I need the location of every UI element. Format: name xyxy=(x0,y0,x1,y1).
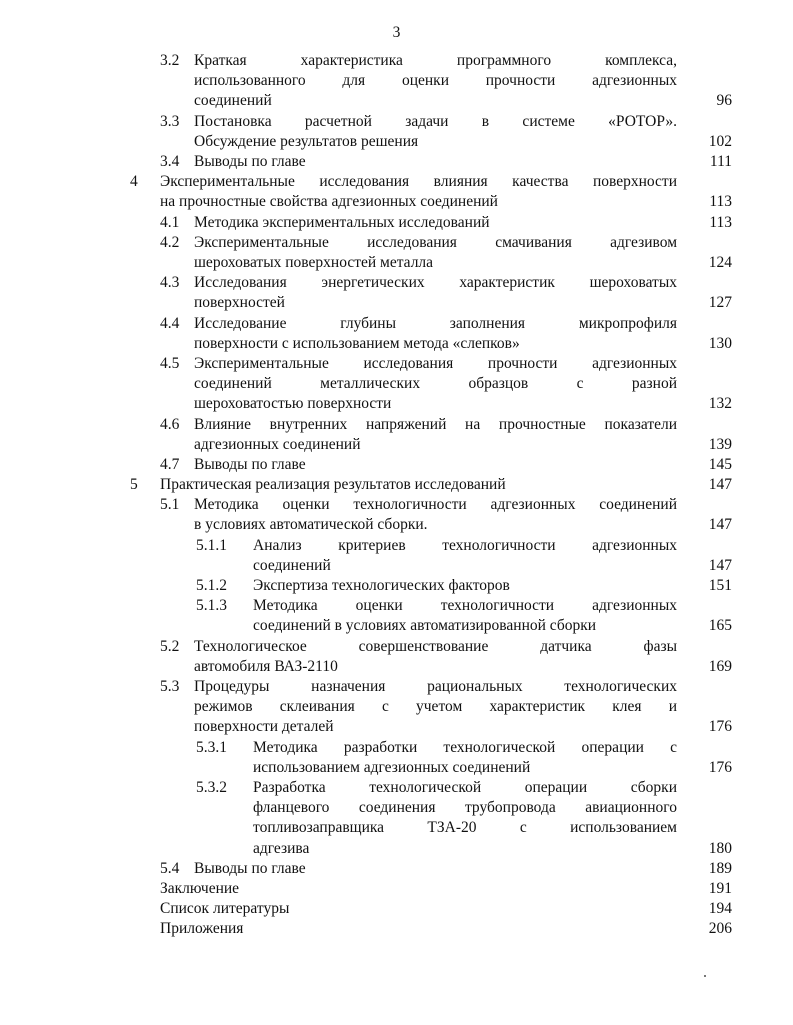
toc-entry xyxy=(0,213,793,233)
toc-entry-title xyxy=(194,455,677,475)
toc-entry-number: 5.3.2 xyxy=(196,779,227,797)
toc-entry-number: 4.2 xyxy=(160,233,180,251)
toc-entry-number: 5.1.2 xyxy=(196,577,227,595)
toc-entry-number: 4.6 xyxy=(160,415,180,433)
toc-entry-page: 130 xyxy=(708,334,732,352)
toc-entry-title-line: Экспериментальные исследования влияния качества поверхности xyxy=(160,173,677,191)
toc-entry-page: 145 xyxy=(708,455,732,473)
toc-entry-number: 5.4 xyxy=(160,859,180,877)
toc-entry-title-line: Обсуждение результатов решения xyxy=(194,132,419,150)
toc-entry-title-line: Влияние внутренних напряжений на прочностные показатели xyxy=(194,415,677,433)
toc-entry-title-line: Заключение xyxy=(160,880,240,897)
toc-entry-number: 4.5 xyxy=(160,354,180,372)
toc-entry-number: 4.3 xyxy=(160,274,180,292)
toc-entry-title xyxy=(194,152,677,172)
toc-entry-title xyxy=(160,899,677,919)
toc-entry-page: 189 xyxy=(708,859,732,877)
toc-entry xyxy=(0,172,793,212)
toc-entry-title-line: Выводы по главе xyxy=(194,859,306,877)
toc-entry-title-line: соединений xyxy=(194,92,272,110)
toc-entry-page: 113 xyxy=(709,213,732,231)
toc-entry-title-line: Исследования энергетических характеристик шероховатых xyxy=(194,274,677,292)
toc-entry-title-line: Исследование глубины заполнения микропрофиля xyxy=(194,314,677,332)
toc-entry-page: 169 xyxy=(708,657,732,675)
toc-entry-title-line: Список литературы xyxy=(160,900,290,918)
toc-entry-title-line: Экспериментальные исследования смачивания адгезивом xyxy=(194,233,677,251)
toc-entry-page: 96 xyxy=(716,92,732,110)
toc-entry-page: 176 xyxy=(708,718,732,736)
toc-entry-title xyxy=(194,495,677,535)
toc-entry-page: 191 xyxy=(708,880,732,897)
toc-entry-title-line: поверхности с использованием метода «слепков» xyxy=(194,334,520,352)
toc-entry-page: 132 xyxy=(708,395,732,413)
toc-entry-title-line: автомобиля ВАЗ-2110 xyxy=(194,657,338,675)
toc-entry-title xyxy=(194,637,677,677)
toc-entry-page: 111 xyxy=(709,152,732,170)
toc-entry-page: 147 xyxy=(708,476,732,494)
toc-entry-title-line: адгезионных соединений xyxy=(194,435,361,453)
toc-entry xyxy=(0,859,793,879)
toc-entry-title xyxy=(194,112,677,152)
toc-entry xyxy=(0,879,793,899)
toc-entry-title xyxy=(194,213,677,233)
toc-entry-number: 3.4 xyxy=(160,152,180,170)
toc-entry xyxy=(0,112,793,152)
toc-entry-number: 4.7 xyxy=(160,455,180,473)
toc-entry xyxy=(0,919,793,939)
toc-entry-title-line: Разработка технологической операции сборки xyxy=(253,779,677,797)
toc-entry-page: 124 xyxy=(708,253,732,271)
toc-entry-page: 113 xyxy=(709,193,732,211)
toc-entry xyxy=(0,152,793,172)
toc-entry-page: 127 xyxy=(708,294,732,312)
toc-entry xyxy=(0,536,793,576)
toc-entry-page: 180 xyxy=(708,839,732,857)
toc-entry-title-line: соединений xyxy=(253,556,331,574)
toc-entry-number: 3.2 xyxy=(160,52,180,69)
toc-entry-number: 5.1.3 xyxy=(196,597,227,615)
toc-entry-number: 5 xyxy=(130,476,138,494)
toc-entry xyxy=(0,415,793,455)
toc-entry-title xyxy=(160,919,677,939)
toc-entry-title-line: Экспериментальные исследования прочности адгезионных xyxy=(194,354,677,372)
toc-entry xyxy=(0,576,793,596)
toc-entry-title-line: адгезива xyxy=(253,839,310,857)
toc-entry-title xyxy=(160,172,677,212)
toc-entry-page: 194 xyxy=(708,900,732,918)
toc-entry-title xyxy=(194,233,677,273)
toc-entry xyxy=(0,738,793,778)
toc-entry-page: 151 xyxy=(708,577,732,595)
toc-entry-title-line: Процедуры назначения рациональных технологических xyxy=(194,678,677,696)
toc-entry xyxy=(0,233,793,273)
toc-entry xyxy=(0,455,793,475)
toc-entry-title-line: фланцевого соединения трубопровода авиационного xyxy=(253,799,677,817)
toc-entry-number: 5.1.1 xyxy=(196,536,227,554)
toc-entry-title xyxy=(253,576,677,596)
toc-entry-page: 139 xyxy=(708,435,732,453)
toc-entry-title-line: Выводы по главе xyxy=(194,455,306,473)
toc-entry xyxy=(0,475,793,495)
toc-entry-page: 165 xyxy=(708,617,732,635)
toc-entry xyxy=(0,51,793,112)
toc-entry-title-line: Методика экспериментальных исследований xyxy=(194,213,490,231)
toc-entry-title xyxy=(253,738,677,778)
toc-entry-title xyxy=(253,536,677,576)
toc-entry xyxy=(0,314,793,354)
toc-entry-number: 5.3 xyxy=(160,678,180,696)
toc-entry-title-line: Технологическое совершенствование датчика фазы xyxy=(194,637,677,655)
table-of-contents xyxy=(0,51,793,940)
toc-entry-number: 3.3 xyxy=(160,112,180,130)
toc-entry-title-line: шероховатых поверхностей металла xyxy=(194,253,434,271)
toc-entry-title xyxy=(160,475,677,495)
toc-entry xyxy=(0,677,793,738)
toc-entry-title-line: шероховатостью поверхности xyxy=(194,395,392,413)
toc-entry-title xyxy=(253,778,677,859)
toc-entry xyxy=(0,899,793,919)
toc-entry-title-line: Приложения xyxy=(160,920,244,938)
toc-entry xyxy=(0,354,793,415)
toc-entry-title-line: топливозаправщика ТЗА-20 с использованием xyxy=(253,819,677,837)
toc-entry-title-line: в условиях автоматической сборки. xyxy=(194,516,428,534)
toc-entry-number: 5.2 xyxy=(160,637,180,655)
toc-entry-title-line: Практическая реализация результатов исследований xyxy=(160,476,506,494)
toc-entry-title-line: поверхностей xyxy=(194,294,285,312)
toc-entry-title xyxy=(194,51,677,112)
toc-entry-page: 206 xyxy=(708,920,732,938)
toc-entry-number: 4.1 xyxy=(160,213,180,231)
toc-entry-page: 176 xyxy=(708,758,732,776)
toc-entry-title xyxy=(253,596,677,636)
toc-entry-title-line: Постановка расчетной задачи в системе «РОТОР». xyxy=(194,112,677,130)
toc-entry xyxy=(0,637,793,677)
toc-entry-title xyxy=(194,415,677,455)
toc-entry xyxy=(0,495,793,535)
toc-entry-title xyxy=(194,354,677,415)
toc-entry-number: 5.1 xyxy=(160,496,180,514)
toc-entry xyxy=(0,596,793,636)
toc-entry-title xyxy=(160,879,677,899)
toc-entry-title xyxy=(194,273,677,313)
toc-entry-number: 5.3.1 xyxy=(196,738,227,756)
page-number: 3 xyxy=(392,24,401,41)
toc-entry-number: 4 xyxy=(130,173,138,191)
toc-entry-title-line: соединений металлических образцов с разной xyxy=(194,375,677,393)
toc-entry-title-line: Методика оценки технологичности адгезионных соединений xyxy=(194,496,677,514)
toc-entry-title-line: Выводы по главе xyxy=(194,152,306,170)
toc-entry-title-line: соединений в условиях автоматизированной сборки xyxy=(253,617,597,635)
toc-entry xyxy=(0,778,793,859)
toc-entry-title-line: использованного для оценки прочности адгезионных xyxy=(194,72,677,90)
toc-entry-title-line: Методика разработки технологической операции с xyxy=(253,738,677,756)
toc-entry-title-line: Краткая характеристика программного комплекса, xyxy=(194,52,677,69)
toc-entry-title-line: режимов склеивания с учетом характеристик клея и xyxy=(194,698,677,716)
toc-entry-page: 102 xyxy=(708,132,732,150)
toc-entry-title-line: на прочностные свойства адгезионных соединений xyxy=(160,193,498,211)
toc-entry-page: 147 xyxy=(708,556,732,574)
toc-entry-title xyxy=(194,859,677,879)
toc-entry-title xyxy=(194,314,677,354)
scan-speck xyxy=(704,975,706,977)
toc-entry-title-line: Экспертиза технологических факторов xyxy=(253,577,510,595)
toc-entry-page: 147 xyxy=(708,516,732,534)
toc-entry-title-line: Анализ критериев технологичности адгезионных xyxy=(253,536,677,554)
toc-entry-title-line: поверхности деталей xyxy=(194,718,334,736)
toc-entry-title-line: использованием адгезионных соединений xyxy=(253,758,531,776)
toc-entry xyxy=(0,273,793,313)
toc-entry-title-line: Методика оценки технологичности адгезионных xyxy=(253,597,677,615)
toc-entry-number: 4.4 xyxy=(160,314,180,332)
toc-entry-title xyxy=(194,677,677,738)
